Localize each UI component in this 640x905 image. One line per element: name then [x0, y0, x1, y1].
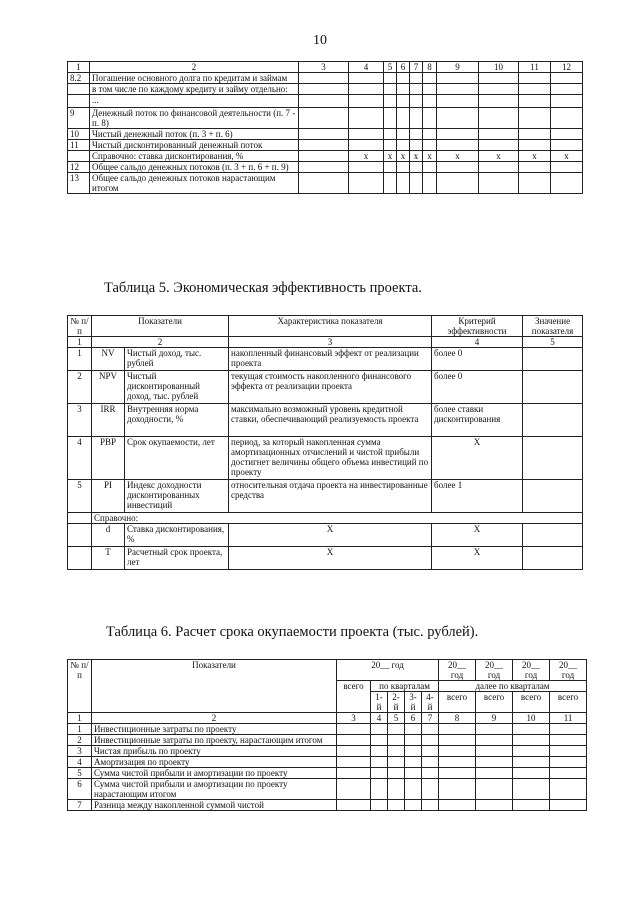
- col-header: 11: [519, 62, 551, 73]
- row-label: Справочно: ставка дисконтирования, %: [90, 151, 299, 162]
- indicator-description: относительная отдача проекта на инвестированные средства: [229, 480, 432, 513]
- indicator-criterion: более 0: [432, 348, 523, 371]
- table-row: [68, 84, 583, 95]
- table-row: [68, 735, 587, 746]
- indicator-criterion: Х: [432, 437, 523, 480]
- row-number: 5: [68, 480, 92, 513]
- col-header: Критерий эффективности: [432, 316, 523, 337]
- year-header: 20__ год: [337, 660, 439, 681]
- quarter-header: 3-й: [405, 692, 422, 713]
- table-row: [68, 371, 583, 404]
- row-label: Чистый денежный поток (п. 3 + п. 6): [90, 129, 299, 140]
- col-header: 4: [349, 62, 384, 73]
- further-quarters-header: далее по кварталам: [439, 681, 587, 692]
- payback-table: [67, 659, 587, 811]
- row-number: 2: [68, 735, 92, 746]
- row-number: 7: [68, 800, 92, 811]
- table-row: [68, 724, 587, 735]
- table-row: [68, 779, 587, 800]
- table-row: [68, 173, 583, 194]
- row-label: Сумма чистой прибыли и амортизации по проекту нарастающим итогом: [92, 779, 337, 800]
- total-header: всего: [550, 692, 587, 713]
- table6-title: Таблица 6. Расчет срока окупаемости проекта (тыс. рублей).: [106, 624, 479, 640]
- indicator-criterion: более 1: [432, 480, 523, 513]
- cross-mark: Х: [229, 547, 432, 570]
- row-number: 4: [68, 437, 92, 480]
- row-label: Инвестиционные затраты по проекту, нарастающим итогом: [92, 735, 337, 746]
- total-header: всего: [439, 692, 476, 713]
- table-row: [68, 524, 583, 547]
- table-row: [68, 162, 583, 173]
- cross-mark: х: [384, 151, 397, 162]
- col-header: 3: [299, 62, 349, 73]
- row-number: 10: [68, 129, 90, 140]
- row-number: 11: [68, 140, 90, 151]
- col-header: Показатели: [92, 316, 229, 337]
- row-label: Инвестиционные затраты по проекту: [92, 724, 337, 735]
- table-row: [68, 768, 587, 779]
- table-row: [68, 757, 587, 768]
- col-number: 2: [92, 713, 337, 724]
- page-number: 10: [313, 33, 327, 48]
- indicator-name: Ставка дисконтирования, %: [125, 524, 229, 547]
- col-number: 1: [68, 713, 92, 724]
- table-row: [68, 547, 583, 570]
- col-header: 6: [397, 62, 410, 73]
- col-header: 12: [551, 62, 583, 73]
- indicator-name: Расчетный срок проекта, лет: [125, 547, 229, 570]
- col-header: Значение показателя: [523, 316, 583, 337]
- col-header: 1: [68, 62, 90, 73]
- indicator-code: d: [92, 524, 125, 547]
- table-header-row: [68, 62, 583, 73]
- col-header: № п/п: [68, 316, 92, 337]
- row-label: Разница между накопленной суммой чистой: [92, 800, 337, 811]
- cross-mark: х: [437, 151, 479, 162]
- col-number: 4: [432, 337, 523, 348]
- reference-label: Справочно:: [92, 513, 583, 524]
- quarters-header: по кварталам: [371, 681, 439, 692]
- indicator-description: текущая стоимость накопленного финансового эффекта от реализации проекта: [229, 371, 432, 404]
- col-header: Характеристика показателя: [229, 316, 432, 337]
- row-number: 6: [68, 779, 92, 800]
- col-number: 3: [229, 337, 432, 348]
- table-row: [68, 108, 583, 129]
- row-label: Амортизация по проекту: [92, 757, 337, 768]
- row-number: 3: [68, 746, 92, 757]
- row-label: Сумма чистой прибыли и амортизации по проекту: [92, 768, 337, 779]
- col-header: 5: [384, 62, 397, 73]
- col-number: 10: [513, 713, 550, 724]
- indicator-name: Индекс доходности дисконтированных инвестиций: [125, 480, 229, 513]
- col-header: 7: [410, 62, 423, 73]
- total-header: всего: [337, 681, 371, 713]
- table-header-row: [68, 316, 583, 337]
- row-number: 12: [68, 162, 90, 173]
- table-row: [68, 73, 583, 84]
- col-number: 9: [476, 713, 513, 724]
- col-number: 7: [422, 713, 439, 724]
- col-number: 11: [550, 713, 587, 724]
- cross-mark: х: [397, 151, 410, 162]
- cross-mark: х: [551, 151, 583, 162]
- table-row: [68, 129, 583, 140]
- indicator-description: максимально возможный уровень кредитной ставки, обеспечивающий реализуемость проекта: [229, 404, 432, 437]
- col-number: 8: [439, 713, 476, 724]
- table-row: [68, 513, 583, 524]
- row-number: 2: [68, 371, 92, 404]
- row-label: Чистая прибыль по проекту: [92, 746, 337, 757]
- table-row: [68, 800, 587, 811]
- indicator-code: IRR: [92, 404, 125, 437]
- indicator-name: Срок окупаемости, лет: [125, 437, 229, 480]
- table5-title: Таблица 5. Экономическая эффективность проекта.: [104, 280, 422, 296]
- indicator-name: Внутренняя норма доходности, %: [125, 404, 229, 437]
- table-row: [68, 140, 583, 151]
- row-label: ...: [90, 95, 299, 108]
- table-header-row: [68, 337, 583, 348]
- table-row: [68, 746, 587, 757]
- row-label: Общее сальдо денежных потоков (п. 3 + п. 6 + п. 9): [90, 162, 299, 173]
- indicator-name: Чистый дисконтированный доход, тыс. рублей: [125, 371, 229, 404]
- cross-mark: Х: [432, 524, 523, 547]
- cross-mark: Х: [229, 524, 432, 547]
- col-number: 4: [371, 713, 388, 724]
- cross-mark: х: [479, 151, 519, 162]
- total-header: всего: [476, 692, 513, 713]
- indicator-criterion: более ставки дисконтирования: [432, 404, 523, 437]
- row-number: 8.2: [68, 73, 90, 84]
- indicator-description: накопленный финансовый эффект от реализации проекта: [229, 348, 432, 371]
- cross-mark: х: [423, 151, 437, 162]
- col-header: № п/п: [68, 660, 92, 713]
- col-number: 5: [388, 713, 405, 724]
- indicator-criterion: более 0: [432, 371, 523, 404]
- col-header: Показатели: [92, 660, 337, 713]
- quarter-header: 1-й: [371, 692, 388, 713]
- row-number: 5: [68, 768, 92, 779]
- table-header-row: [68, 660, 587, 681]
- table-header-row: [68, 713, 587, 724]
- year-header: 20__ год: [476, 660, 513, 681]
- row-number: 13: [68, 173, 90, 194]
- table-row: [68, 348, 583, 371]
- cross-mark: х: [410, 151, 423, 162]
- table-row: [68, 95, 583, 108]
- row-number: 1: [68, 348, 92, 371]
- row-number: 9: [68, 108, 90, 129]
- row-label: Погашение основного долга по кредитам и займам: [90, 73, 299, 84]
- indicator-code: NPV: [92, 371, 125, 404]
- row-number: 1: [68, 724, 92, 735]
- quarter-header: 4-й: [422, 692, 439, 713]
- quarter-header: 2-й: [388, 692, 405, 713]
- row-number: 4: [68, 757, 92, 768]
- indicator-name: Чистый доход, тыс. рублей: [125, 348, 229, 371]
- row-number: 3: [68, 404, 92, 437]
- indicator-code: T: [92, 547, 125, 570]
- efficiency-table: [67, 315, 583, 570]
- col-header: 2: [90, 62, 299, 73]
- table-row: [68, 404, 583, 437]
- indicator-code: PI: [92, 480, 125, 513]
- row-label: Чистый дисконтированный денежный поток: [90, 140, 299, 151]
- indicator-description: период, за который накопленная сумма амортизационных отчислений и чистой прибыли достигнет величины общего объема инвестиций по проекту: [229, 437, 432, 480]
- cash-flow-table: [67, 61, 583, 194]
- col-number: 2: [92, 337, 229, 348]
- col-header: 10: [479, 62, 519, 73]
- col-number: 1: [68, 337, 92, 348]
- year-header: 20__ год: [439, 660, 476, 681]
- table-row: [68, 480, 583, 513]
- col-header: 9: [437, 62, 479, 73]
- year-header: 20__ год: [513, 660, 550, 681]
- cross-mark: Х: [432, 547, 523, 570]
- table-row: [68, 437, 583, 480]
- cross-mark: х: [519, 151, 551, 162]
- cross-mark: х: [349, 151, 384, 162]
- row-label: Денежный поток по финансовой деятельности (п. 7 - п. 8): [90, 108, 299, 129]
- col-number: 3: [337, 713, 371, 724]
- table-row: [68, 151, 583, 162]
- year-header: 20__ год: [550, 660, 587, 681]
- col-number: 6: [405, 713, 422, 724]
- indicator-code: NV: [92, 348, 125, 371]
- indicator-code: PBP: [92, 437, 125, 480]
- total-header: всего: [513, 692, 550, 713]
- col-number: 5: [523, 337, 583, 348]
- col-header: 8: [423, 62, 437, 73]
- row-label: Общее сальдо денежных потоков нарастающим итогом: [90, 173, 299, 194]
- row-label: в том числе по каждому кредиту и займу отдельно:: [90, 84, 299, 95]
